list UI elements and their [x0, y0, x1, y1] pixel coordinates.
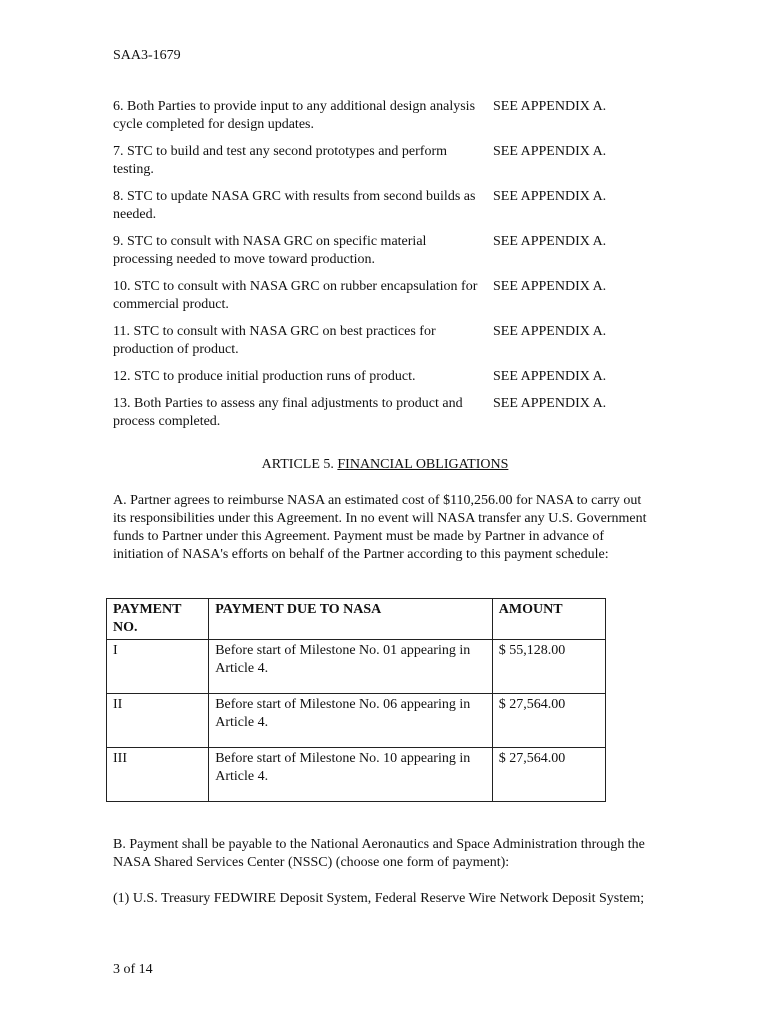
payment-no-cell: I: [107, 640, 209, 694]
header-payment-due: PAYMENT DUE TO NASA: [209, 599, 493, 640]
milestone-text: 8. STC to update NASA GRC with results from second builds as needed.: [113, 189, 476, 222]
milestone-reference: SEE APPENDIX A.: [493, 279, 607, 294]
article-title: FINANCIAL OBLIGATIONS: [337, 457, 509, 472]
table-row: [107, 694, 606, 748]
milestone-row: [113, 188, 643, 224]
milestone-reference: SEE APPENDIX A.: [493, 189, 607, 204]
article-number: ARTICLE 5.: [261, 457, 334, 472]
milestone-text: 6. Both Parties to provide input to any additional design analysis cycle completed for design updates.: [113, 99, 476, 132]
milestone-text: 9. STC to consult with NASA GRC on specific material processing needed to move toward production.: [113, 234, 427, 267]
document-id: SAA3-1679: [113, 48, 181, 63]
milestone-row: [113, 368, 643, 386]
payment-no-cell: III: [107, 748, 209, 802]
milestone-row: [113, 143, 643, 179]
milestone-list: [113, 98, 643, 440]
table-row: [107, 640, 606, 694]
header-payment-no: PAYMENT NO.: [107, 599, 209, 640]
milestone-text: 7. STC to build and test any second prototypes and perform testing.: [113, 144, 447, 177]
payment-due-cell: Before start of Milestone No. 06 appearing in Article 4.: [209, 694, 493, 748]
amount-cell: $ 55,128.00: [492, 640, 605, 694]
table-header-row: [107, 599, 606, 640]
milestone-text: 12. STC to produce initial production runs of product.: [113, 369, 416, 384]
payment-schedule-table: [106, 598, 606, 802]
milestone-row: [113, 98, 643, 134]
milestone-text: 11. STC to consult with NASA GRC on best practices for production of product.: [113, 324, 436, 357]
milestone-row: [113, 395, 643, 431]
milestone-reference: SEE APPENDIX A.: [493, 99, 607, 114]
paragraph-a: A. Partner agrees to reimburse NASA an estimated cost of $110,256.00 for NASA to carry out its responsibilities under this Agreement. In no event will NASA transfer any U.S. Government funds to Partner under this Agreement. Payment must be made by Partner in advance of initiation of NASA's efforts on behalf of the Partner according to this payment schedule:: [113, 493, 647, 562]
milestone-row: [113, 278, 643, 314]
payment-due-cell: Before start of Milestone No. 01 appearing in Article 4.: [209, 640, 493, 694]
milestone-text: 13. Both Parties to assess any final adjustments to product and process completed.: [113, 396, 463, 429]
milestone-reference: SEE APPENDIX A.: [493, 324, 607, 339]
milestone-row: [113, 233, 643, 269]
page-number: 3 of 14: [113, 962, 153, 977]
amount-cell: $ 27,564.00: [492, 694, 605, 748]
table-row: [107, 748, 606, 802]
milestone-reference: SEE APPENDIX A.: [493, 369, 607, 384]
milestone-row: [113, 323, 643, 359]
milestone-reference: SEE APPENDIX A.: [493, 396, 607, 411]
payment-option-1: (1) U.S. Treasury FEDWIRE Deposit System, Federal Reserve Wire Network Deposit System;: [113, 891, 645, 906]
milestone-reference: SEE APPENDIX A.: [493, 144, 607, 159]
amount-cell: $ 27,564.00: [492, 748, 605, 802]
header-amount: AMOUNT: [492, 599, 605, 640]
milestone-reference: SEE APPENDIX A.: [493, 234, 607, 249]
payment-due-cell: Before start of Milestone No. 10 appearing in Article 4.: [209, 748, 493, 802]
paragraph-b: B. Payment shall be payable to the National Aeronautics and Space Administration through the NASA Shared Services Center (NSSC) (choose one form of payment):: [113, 837, 645, 870]
article-heading: [0, 456, 770, 474]
payment-no-cell: II: [107, 694, 209, 748]
milestone-text: 10. STC to consult with NASA GRC on rubber encapsulation for commercial product.: [113, 279, 478, 312]
